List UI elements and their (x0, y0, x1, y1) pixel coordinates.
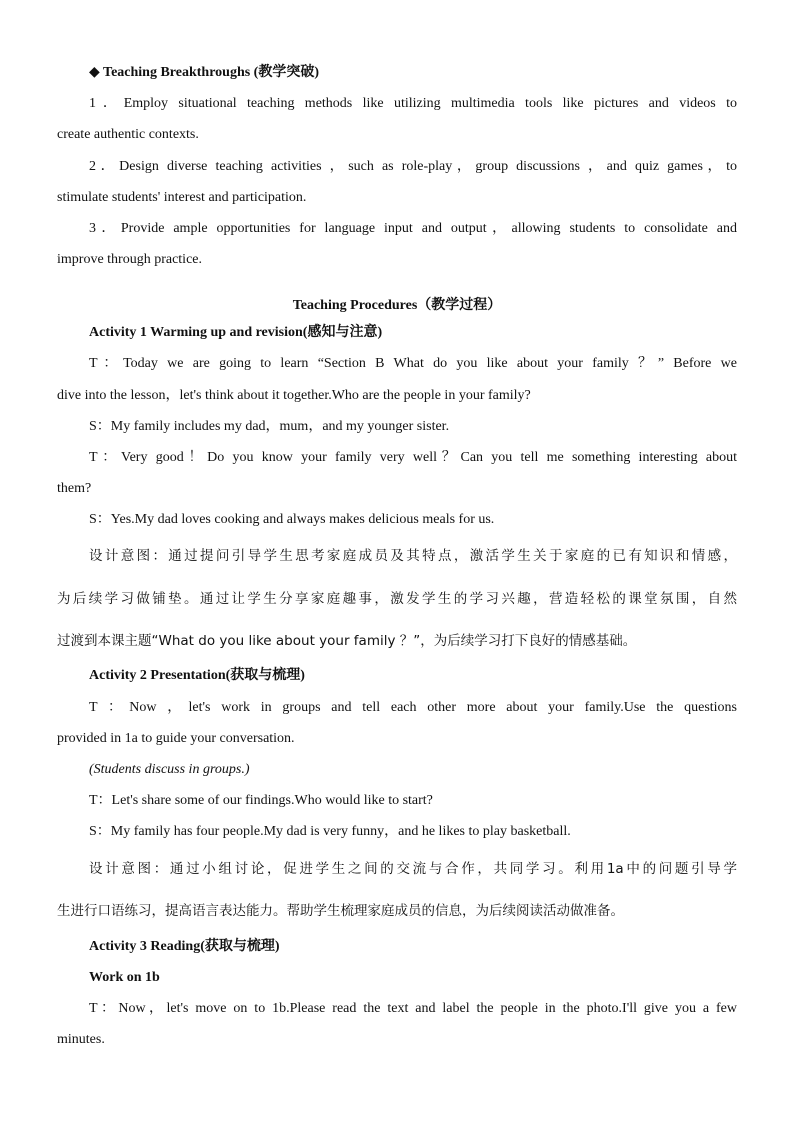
activity-1-line-5: them? (57, 481, 92, 496)
activity-1-line-3: S：My family includes my dad，mum，and my younger sister. (89, 419, 450, 434)
activity-2-line-2: provided in 1a to guide your conversation. (57, 731, 295, 746)
activity-1-line-6: S：Yes.My dad loves cooking and always makes delicious meals for us. (89, 512, 495, 527)
activity-1-design-line-1: 设计意图：通过提问引导学生思考家庭成员及其特点，激活学生关于家庭的已有知识和情感， (89, 548, 737, 564)
breakthrough-item-3-line-2: improve through practice. (57, 252, 203, 267)
activity-2-line-4: T：Let's share some of our findings.Who would like to start? (89, 793, 433, 808)
activity-1-heading: Activity 1 Warming up and revision(感知与注意) (89, 325, 383, 340)
breakthrough-item-3-line-1: 3．Provide ample opportunities for language input and output，allowing students to consolidate and (89, 221, 737, 236)
activity-2-line-3: (Students discuss in groups.) (89, 762, 250, 777)
activity-1-design-line-3: 过渡到本课主题“What do you like about your family ？”，为后续学习打下良好的情感基础。 (57, 633, 637, 649)
activity-1-line-2: dive into the lesson，let's think about it together.Who are the people in your family? (57, 388, 531, 403)
breakthrough-item-2-line-1: 2．Design diverse teaching activities ，such as role‑play，group discussions ，and quiz games，to (89, 159, 737, 174)
activity-1-line-4: T：Very good！Do you know your family very well？Can you tell me something interesting about (89, 450, 737, 465)
activity-1-line-1: T：Today we are going to learn “Section B What do you like about your family ？” Before we (89, 356, 737, 371)
breakthrough-item-1-line-1: 1．Employ situational teaching methods like utilizing multimedia tools like pictures and videos to (89, 96, 737, 111)
activity-3-subheading: Work on 1b (89, 970, 160, 985)
procedures-title: Teaching Procedures（教学过程） (292, 298, 502, 313)
activity-2-line-1: T ：Now ，let's work in groups and tell each other more about your family.Use the questions (89, 700, 737, 715)
activity-2-heading: Activity 2 Presentation(获取与梳理) (89, 668, 305, 683)
activity-2-design-line-2: 生进行口语练习，提高语言表达能力。帮助学生梳理家庭成员的信息，为后续阅读活动做准备。 (57, 903, 624, 919)
activity-2-design-line-1: 设计意图：通过小组讨论，促进学生之间的交流与合作，共同学习。利用1a中的问题引导学 (89, 861, 737, 877)
activity-3-line-2: minutes. (57, 1032, 105, 1047)
breakthrough-item-2-line-2: stimulate students' interest and participation. (57, 190, 307, 205)
activity-1-design-line-2: 为后续学习做铺垫。通过让学生分享家庭趣事，激发学生的学习兴趣，营造轻松的课堂氛围，自然 (57, 591, 737, 607)
breakthrough-item-1-line-2: create authentic contexts. (57, 127, 199, 142)
activity-3-line-1: T：Now，let's move on to 1b.Please read the text and label the people in the photo.I'll give you a few (89, 1001, 737, 1016)
activity-2-line-5: S：My family has four people.My dad is very funny，and he likes to play basketball. (89, 824, 571, 839)
breakthroughs-heading: ◆ Teaching Breakthroughs (教学突破) (89, 65, 320, 80)
activity-3-heading: Activity 3 Reading(获取与梳理) (89, 939, 280, 954)
